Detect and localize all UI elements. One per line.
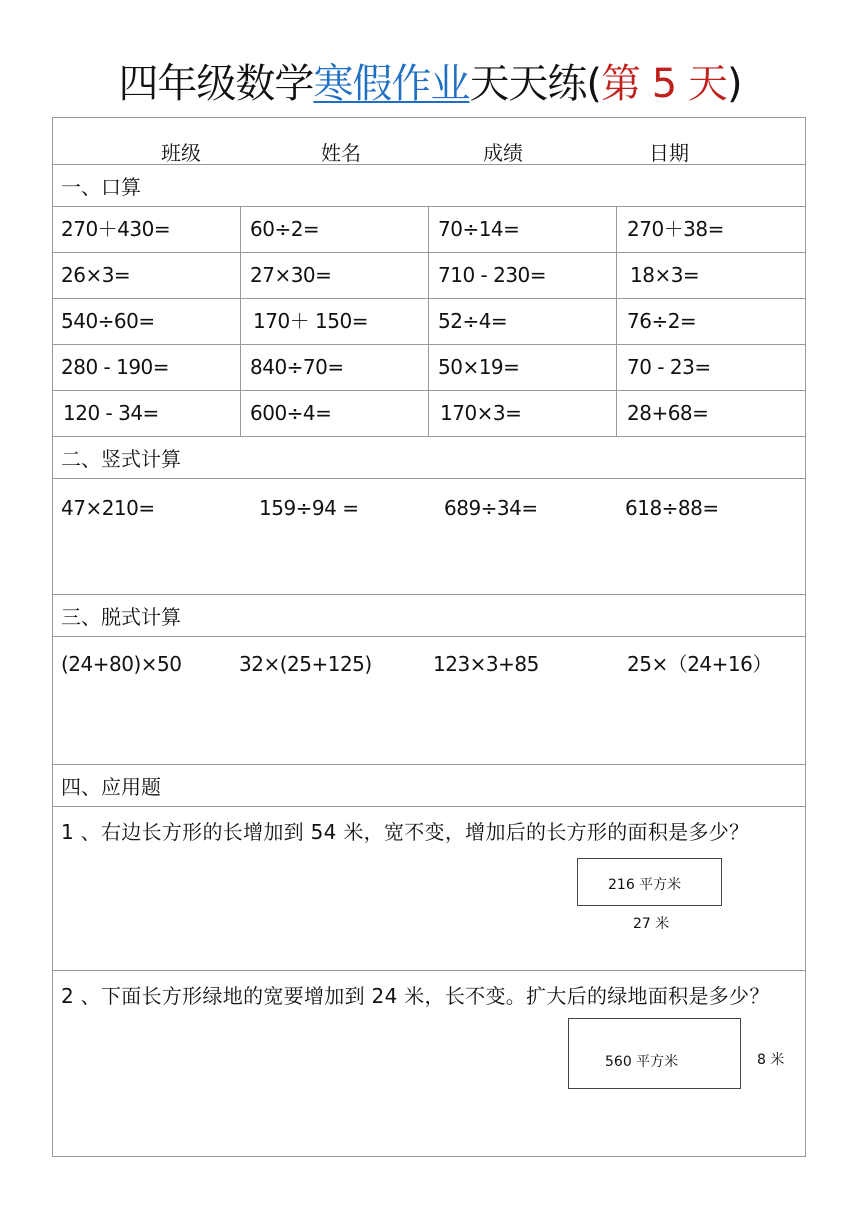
oral-cell: 76÷2= (627, 309, 697, 333)
title-part-daily: 天天练( (469, 61, 602, 107)
question-1-length-label: 27 米 (633, 916, 670, 932)
oral-cell: 840÷70= (241, 345, 429, 390)
question-1 (53, 807, 805, 971)
oral-cell: 27×30= (241, 253, 429, 298)
question-2-area-label: 560 平方米 (605, 1054, 679, 1070)
question-2 (53, 971, 805, 1157)
oral-row (53, 391, 805, 437)
vertical-expr: 689÷34= (444, 496, 538, 520)
oral-cell: 18×3= (630, 263, 700, 287)
question-1-rectangle (577, 858, 722, 906)
name-label: 姓名 (321, 141, 361, 165)
oral-cell: 600÷4= (241, 391, 429, 436)
section-word-problems-title: 四、应用题 (61, 775, 161, 799)
score-label: 成绩 (483, 141, 523, 165)
question-2-text: 2 、下面长方形绿地的宽要增加到 24 米，长不变。扩大后的绿地面积是多少？ (61, 984, 770, 1008)
oral-cell: 280 - 190= (53, 345, 241, 390)
section-vertical-header (53, 437, 805, 479)
oral-cell: 52÷4= (429, 299, 617, 344)
section-oral-header (53, 165, 805, 207)
stepwise-expr: 25×（24+16） (627, 652, 772, 676)
stepwise-expr: 123×3+85 (433, 652, 539, 676)
section-vertical-title: 二、竖式计算 (61, 447, 181, 471)
stepwise-expr: (24+80)×50 (61, 652, 182, 676)
oral-cell: 170＋ 150= (241, 299, 429, 344)
class-label: 班级 (161, 141, 201, 165)
vertical-calc-area (53, 479, 805, 595)
title-part-day: 第 5 天 (601, 61, 727, 107)
vertical-expr: 159÷94 = (259, 496, 359, 520)
page-title (0, 56, 860, 112)
title-part-close: ) (726, 61, 742, 107)
worksheet (52, 117, 806, 1157)
oral-calc-grid (53, 207, 805, 437)
oral-cell: 270＋38= (627, 217, 724, 241)
stepwise-expr: 32×(25+125) (239, 652, 372, 676)
oral-cell: 60÷2= (241, 207, 429, 252)
oral-row (53, 253, 805, 299)
oral-cell: 710 - 230= (429, 253, 617, 298)
section-word-problems-header (53, 765, 805, 807)
oral-row (53, 207, 805, 253)
oral-cell: 540÷60= (53, 299, 241, 344)
vertical-expr: 618÷88= (625, 496, 719, 520)
oral-cell: 28+68= (627, 401, 709, 425)
section-stepwise-header (53, 595, 805, 637)
question-2-rectangle (568, 1018, 741, 1089)
oral-row (53, 345, 805, 391)
header-row (53, 118, 805, 165)
question-1-area-label: 216 平方米 (608, 877, 682, 893)
oral-cell: 70÷14= (429, 207, 617, 252)
oral-cell: 270＋430= (53, 207, 241, 252)
oral-cell: 70 - 23= (627, 355, 711, 379)
date-label: 日期 (649, 141, 689, 165)
stepwise-calc-area (53, 637, 805, 765)
oral-cell: 26×3= (53, 253, 241, 298)
oral-cell: 170×3= (429, 391, 617, 436)
vertical-expr: 47×210= (61, 496, 155, 520)
title-part-homework: 寒假作业 (313, 61, 470, 107)
title-part-grade: 四年级数学 (118, 61, 314, 107)
question-2-width-label: 8 米 (757, 1052, 785, 1068)
question-1-text: 1 、右边长方形的长增加到 54 米，宽不变，增加后的长方形的面积是多少？ (61, 820, 750, 844)
oral-row (53, 299, 805, 345)
section-stepwise-title: 三、脱式计算 (61, 605, 181, 629)
oral-cell: 50×19= (429, 345, 617, 390)
oral-cell: 120 - 34= (53, 391, 241, 436)
section-oral-title: 一、口算 (61, 175, 141, 199)
